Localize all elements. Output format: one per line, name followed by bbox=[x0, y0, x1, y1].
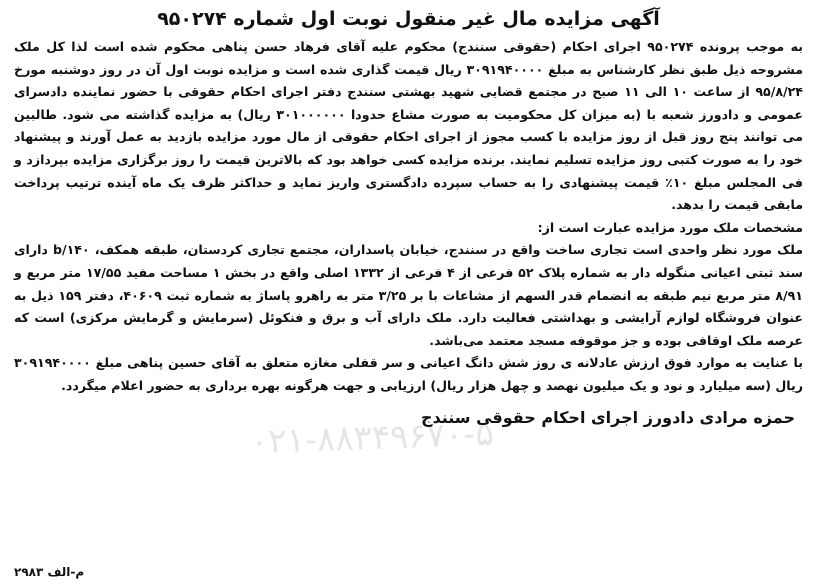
valuation-paragraph: با عنایت به موارد فوق ارزش عادلانه ی روز شش دانگ اعیانی و سر قفلی مغازه متعلق به آقای حسین پناهی مبلغ ۳۰۹۱۹۴۰۰۰۰ ریال (سه میلیارد و نود و یک میلیون نهصد و چهل هزار ریال) ارزیابی و جهت هرگونه بهره برداری به حضور اعلام میگردد. bbox=[14, 355, 803, 393]
reference-code: م-الف ۲۹۸۳ bbox=[14, 565, 85, 579]
property-description: ملک مورد نظر واحدی است تجاری ساخت واقع در سنندج، خیابان پاسداران، مجتمع تجاری کردستان، طبقه همکف، b/۱۴۰ دارای سند ثبتی اعیانی منگوله دار به شماره پلاک ۵۲ فرعی از ۴ فرعی از ۱۳۳۲ اصلی واقع در بخش ۱ مساحت مفید ۱۷/۵۵ متر مربع و ۸/۹۱ متر مربع نیم طبقه به انضمام قدر السهم از مشاعات با بر ۳/۲۵ متر به راهرو پاساژ به شماره ثبت ۴۰۶۰۹، دفتر ۱۵۹ ذیل به عنوان فروشگاه لوازم آرایشی و بهداشتی فعالیت دارد. ملک دارای آب و برق و فنکوئل (سرمایش و گرمایش مرکزی) است که عرصه ملک اوقافی بوده و جز موقوفه مسجد معتمد می‌باشد. bbox=[14, 242, 804, 348]
notice-paragraph-intro: به موجب پرونده ۹۵۰۲۷۴ اجرای احکام (حقوقی سنندج) محکوم علیه آقای فرهاد حسن پناهی محکوم شده است لذا کل ملک مشروحه ذیل طبق نظر کارشناس به مبلغ ۳۰۹۱۹۴۰۰۰۰ ریال قیمت گذاری شده است و مزایده نوبت اول آن در روز دوشنبه مورخ ۹۵/۸/۲۴ از ساعت ۱۰ الی ۱۱ صبح در مجتمع قضایی شهید بهشتی سنندج دفتر اجرای احکام حقوقی با حضور نماینده دادسرای عمومی و دادورز شعبه با (به میزان کل محکومیت به صورت مشاع حدودا ۳۰۱۰۰۰۰۰۰ ریال) به مزایده گذاشته می شود. طالبین می توانند پنج روز قبل از روز مزایده با کسب مجوز از اجرای احکام حقوقی از مال مورد مزایده بازدید به عمل آورند و پیشنهاد خود را به صورت کتبی روز مزایده تسلیم نمایند. برنده مزایده کسی خواهد بود که بالاترین قیمت را روز برگزاری مزایده بپردازد و فی المجلس مبلغ ۱۰٪ قیمت پیشنهادی را به حساب سپرده دادگستری واریز نماید و حداکثر ظرف یک ماه آینده ترتیب پرداخت مابقی قیمت را بدهد. bbox=[14, 39, 803, 213]
phone-watermark: ۰۲۱-۸۸۳۴۹۶۷۰-۵ bbox=[249, 413, 495, 463]
property-spec-heading: مشخصات ملک مورد مزایده عبارت است از: bbox=[537, 219, 803, 235]
signature-line: حمزه مرادی دادورز اجرای احکام حقوقی سنندج bbox=[420, 407, 795, 427]
notice-title: آگهی مزایده مال غیر منقول نوبت اول شماره ۹۵۰۲۷۴ bbox=[157, 8, 660, 30]
